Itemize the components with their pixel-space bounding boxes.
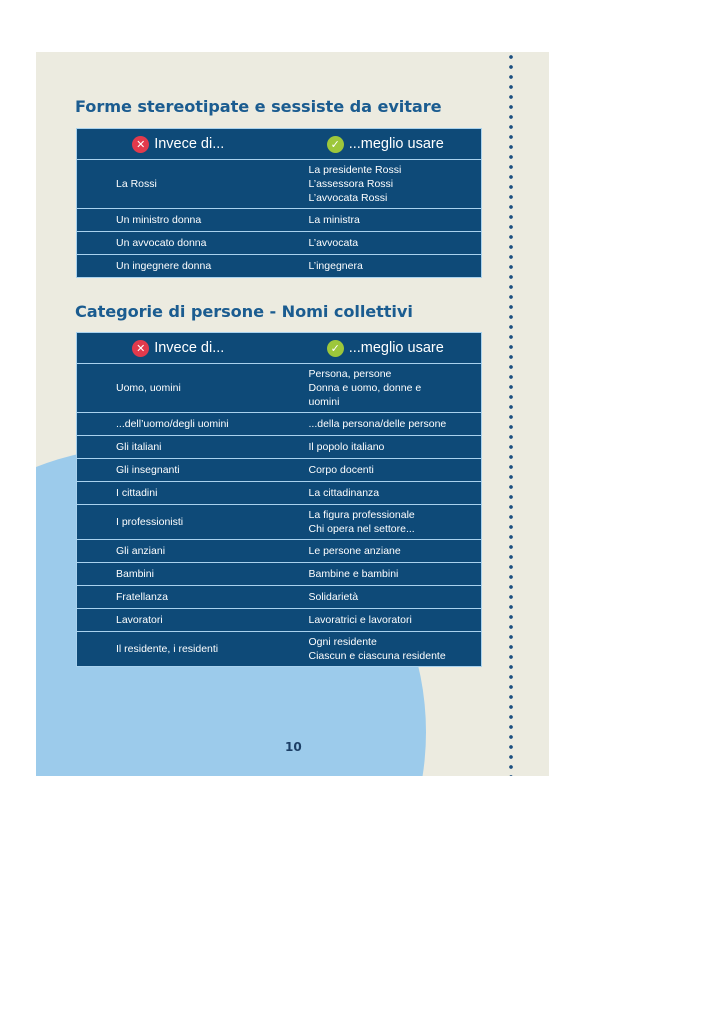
cell-instead bbox=[77, 632, 270, 667]
cell-instead bbox=[77, 482, 270, 505]
table-row bbox=[77, 232, 482, 255]
cell-instead bbox=[77, 255, 270, 278]
section-title-stereotypes: Forme stereotipate e sessiste da evitare bbox=[75, 97, 442, 116]
cell-instead bbox=[77, 586, 270, 609]
cell-instead bbox=[77, 563, 270, 586]
cell-text: Bambine e bambini bbox=[308, 568, 399, 580]
header-instead bbox=[77, 333, 270, 364]
cell-text: La presidente Rossi bbox=[308, 164, 402, 176]
header-better-label: ...meglio usare bbox=[348, 136, 444, 152]
cell-text: Lavoratori bbox=[116, 614, 163, 626]
table-row bbox=[77, 563, 482, 586]
document-page bbox=[36, 52, 549, 776]
cell-text: Il popolo italiano bbox=[308, 441, 385, 453]
cell-text: Fratellanza bbox=[116, 591, 168, 603]
cell-better bbox=[270, 540, 482, 563]
table-row bbox=[77, 209, 482, 232]
cell-text: ...della persona/delle persone bbox=[308, 418, 447, 430]
cell-better bbox=[270, 413, 482, 436]
header-instead bbox=[77, 129, 270, 160]
cell-better bbox=[270, 482, 482, 505]
cell-instead bbox=[77, 436, 270, 459]
cell-instead bbox=[77, 209, 270, 232]
cell-instead bbox=[77, 505, 270, 540]
table-header-row bbox=[77, 129, 482, 160]
table-row bbox=[77, 586, 482, 609]
table-row bbox=[77, 632, 482, 667]
stereotypes-table bbox=[76, 128, 482, 278]
cell-text: I cittadini bbox=[116, 487, 158, 499]
x-circle-icon: ✕ bbox=[132, 340, 149, 357]
cell-text: Ogni residente bbox=[308, 636, 377, 648]
cell-better bbox=[270, 232, 482, 255]
table-row bbox=[77, 255, 482, 278]
cell-better bbox=[270, 609, 482, 632]
cell-better bbox=[270, 209, 482, 232]
cell-text: L’avvocata Rossi bbox=[308, 192, 388, 204]
table-row bbox=[77, 436, 482, 459]
table-header-row bbox=[77, 333, 482, 364]
cell-better bbox=[270, 505, 482, 540]
table-row bbox=[77, 540, 482, 563]
dotted-binding-line bbox=[508, 52, 514, 776]
cell-text: Un ingegnere donna bbox=[116, 260, 212, 272]
cell-text: Donna e uomo, donne e bbox=[308, 382, 422, 394]
cell-better bbox=[270, 160, 482, 209]
check-circle-icon: ✓ bbox=[327, 340, 344, 357]
x-circle-icon: ✕ bbox=[132, 136, 149, 153]
table-row bbox=[77, 160, 482, 209]
cell-text: La Rossi bbox=[116, 178, 157, 190]
cell-text: Il residente, i residenti bbox=[116, 643, 219, 655]
cell-text: Solidarietà bbox=[308, 591, 359, 603]
cell-better bbox=[270, 364, 482, 413]
cell-instead bbox=[77, 609, 270, 632]
cell-text: L’ingegnera bbox=[308, 260, 363, 272]
header-better bbox=[270, 129, 482, 160]
cell-text: ...dell’uomo/degli uomini bbox=[116, 418, 229, 430]
collective-nouns-table bbox=[76, 332, 482, 667]
cell-text: Un avvocato donna bbox=[116, 237, 207, 249]
header-better bbox=[270, 333, 482, 364]
cell-text: Gli anziani bbox=[116, 545, 166, 557]
cell-better bbox=[270, 459, 482, 482]
cell-instead bbox=[77, 232, 270, 255]
header-better-label: ...meglio usare bbox=[348, 340, 444, 356]
cell-text: Bambini bbox=[116, 568, 154, 580]
cell-text: I professionisti bbox=[116, 516, 184, 528]
cell-better bbox=[270, 632, 482, 667]
cell-instead bbox=[77, 540, 270, 563]
cell-text: Corpo docenti bbox=[308, 464, 374, 476]
cell-instead bbox=[77, 413, 270, 436]
table-row bbox=[77, 609, 482, 632]
table-row bbox=[77, 482, 482, 505]
section-title-collective-nouns: Categorie di persone - Nomi collettivi bbox=[75, 302, 413, 321]
header-instead-label: Invece di... bbox=[154, 340, 225, 356]
cell-better bbox=[270, 255, 482, 278]
cell-text: Uomo, uomini bbox=[116, 382, 181, 394]
cell-better bbox=[270, 563, 482, 586]
cell-text: La figura professionale bbox=[308, 509, 415, 521]
cell-instead bbox=[77, 364, 270, 413]
cell-text: La cittadinanza bbox=[308, 487, 380, 499]
cell-text: uomini bbox=[308, 396, 340, 408]
table-row bbox=[77, 505, 482, 540]
cell-better bbox=[270, 436, 482, 459]
cell-instead bbox=[77, 160, 270, 209]
cell-text: L’avvocata bbox=[308, 237, 359, 249]
table-row bbox=[77, 459, 482, 482]
cell-text: Gli insegnanti bbox=[116, 464, 180, 476]
table-row bbox=[77, 413, 482, 436]
cell-text: Gli italiani bbox=[116, 441, 162, 453]
header-instead-label: Invece di... bbox=[154, 136, 225, 152]
cell-text: Persona, persone bbox=[308, 368, 392, 380]
page-number: 10 bbox=[285, 740, 302, 754]
table-row bbox=[77, 364, 482, 413]
check-circle-icon: ✓ bbox=[327, 136, 344, 153]
cell-text: La ministra bbox=[308, 214, 360, 226]
cell-text: Un ministro donna bbox=[116, 214, 202, 226]
cell-text: L’assessora Rossi bbox=[308, 178, 394, 190]
cell-text: Le persone anziane bbox=[308, 545, 401, 557]
cell-text: Ciascun e ciascuna residente bbox=[308, 650, 446, 662]
cell-better bbox=[270, 586, 482, 609]
cell-instead bbox=[77, 459, 270, 482]
cell-text: Lavoratrici e lavoratori bbox=[308, 614, 412, 626]
cell-text: Chi opera nel settore... bbox=[308, 523, 415, 535]
